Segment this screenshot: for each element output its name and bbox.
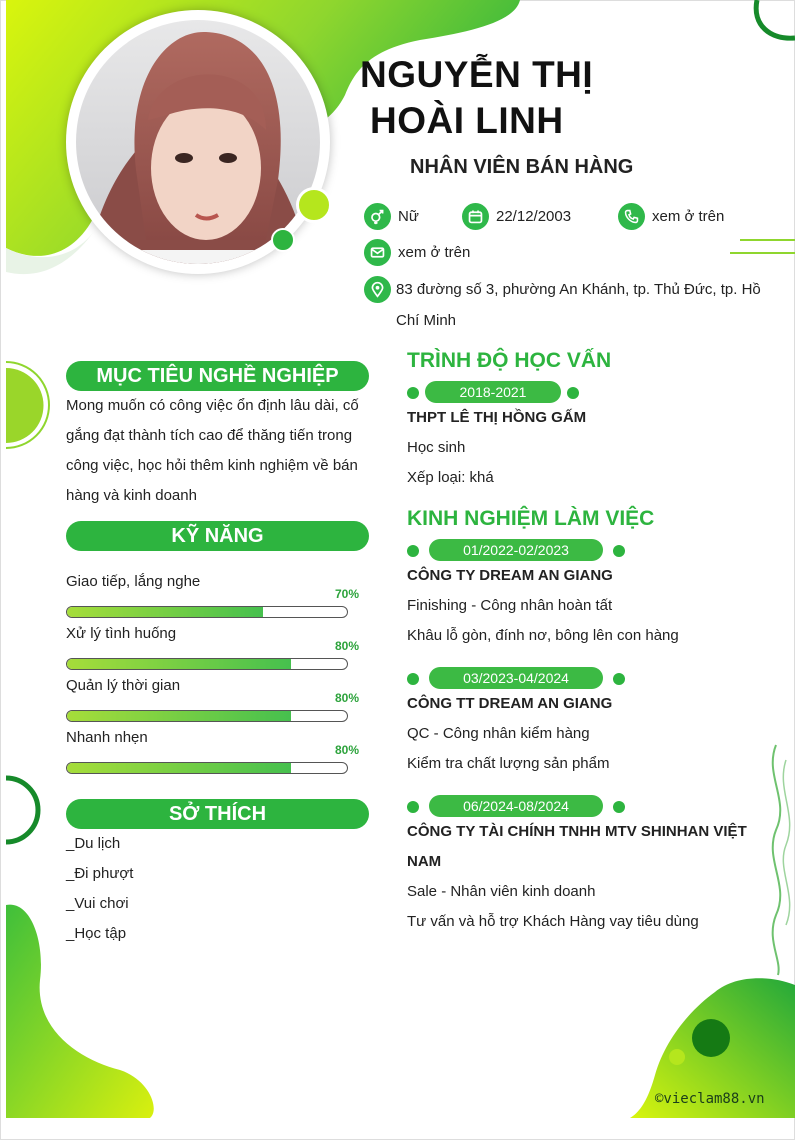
job-company: CÔNG TY DREAM AN GIANG [407,567,613,584]
skill-label: Xử lý tình huống [66,625,177,642]
address-value: 83 đường số 3, phường An Khánh, tp. Thủ Đức, tp. Hồ Chí Minh [396,281,761,329]
job-position: Finishing - Công nhân hoàn tất [407,597,613,614]
timeline-dot [613,673,625,685]
phone-value: xem ở trên [652,208,725,225]
name-line-1: NGUYỄN THỊ [360,54,594,95]
skill-bar [66,710,348,722]
birthday-info [462,203,571,230]
education-heading: TRÌNH ĐỘ HỌC VẤN [407,349,612,372]
gender-icon [364,203,391,230]
timeline-dot [407,387,419,399]
calendar-icon [462,203,489,230]
skill-bar [66,606,348,618]
skill-bar [66,658,348,670]
school-rank: Xếp loại: khá [407,469,494,486]
timeline-dot [407,545,419,557]
job-company-cont: NAM [407,853,442,870]
skill-percent: 80% [335,639,360,653]
skills-heading: KỸ NĂNG [66,521,369,551]
timeline-dot [613,545,625,557]
email-info [364,239,470,266]
email-value: xem ở trên [398,244,471,261]
skill-item [66,677,366,729]
hobby-item: _Vui chơi [66,895,129,912]
timeline-dot [407,801,419,813]
experience-heading: KINH NGHIỆM LÀM VIỆC [407,507,655,530]
skill-bar-fill [67,711,291,721]
skill-percent: 80% [335,743,360,757]
location-pin-icon [364,276,391,303]
school-role: Học sinh [407,439,466,456]
phone-info [618,203,724,230]
job-company: CÔNG TT DREAM AN GIANG [407,695,613,712]
job-position: Sale - Nhân viên kinh doanh [407,883,596,900]
job-period: 06/2024-08/2024 [429,795,603,817]
phone-icon [618,203,645,230]
job-description: Khâu lỗ gòn, đính nơ, bông lên con hàng [407,627,679,644]
hobby-item: _Đi phượt [66,865,134,882]
skill-label: Giao tiếp, lắng nghe [66,573,201,590]
skill-percent: 70% [335,587,360,601]
timeline-dot [567,387,579,399]
timeline-dot [613,801,625,813]
hobby-item: _Học tập [66,925,127,942]
gender-value: Nữ [398,208,419,225]
name-line-2: HOÀI LINH [370,100,564,141]
birthday-value: 22/12/2003 [496,208,572,225]
avatar-dot-large [296,187,332,223]
skill-item [66,625,366,677]
job-title: NHÂN VIÊN BÁN HÀNG [410,156,634,178]
skill-bar [66,762,348,774]
education-period: 2018-2021 [425,381,561,403]
skill-bar-fill [67,659,291,669]
objective-heading: MỤC TIÊU NGHỀ NGHIỆP [66,361,369,391]
skill-item [66,729,366,781]
hobby-item: _Du lịch [66,835,121,852]
gender-info [364,203,419,230]
hobbies-heading: SỞ THÍCH [66,799,369,829]
job-period: 03/2023-04/2024 [429,667,603,689]
watermark: ©vieclam88.vn [655,1091,765,1107]
job-position: QC - Công nhân kiểm hàng [407,725,590,742]
job-description: Tư vấn và hỗ trợ Khách Hàng vay tiêu dùng [407,913,699,930]
avatar-dot-small [271,228,295,252]
skill-label: Quản lý thời gian [66,677,181,694]
skill-item [66,573,366,625]
skill-percent: 80% [335,691,360,705]
school-name: THPT LÊ THỊ HỒNG GẤM [407,409,587,426]
skill-bar-fill [67,763,291,773]
skill-bar-fill [67,607,263,617]
mail-icon [364,239,391,266]
objective-text: Mong muốn có công việc ổn định lâu dài, cố gắng đạt thành tích cao để thăng tiến trong công việc, học hỏi thêm kinh nghiệm về bán hàng và kinh doanh [66,397,359,504]
location-icon-wrap [364,276,398,303]
job-description: Kiểm tra chất lượng sản phẩm [407,755,610,772]
timeline-dot [407,673,419,685]
skill-label: Nhanh nhẹn [66,729,148,746]
full-name [360,52,593,144]
job-period: 01/2022-02/2023 [429,539,603,561]
job-company: CÔNG TY TÀI CHÍNH TNHH MTV SHINHAN VIỆT [407,823,747,840]
